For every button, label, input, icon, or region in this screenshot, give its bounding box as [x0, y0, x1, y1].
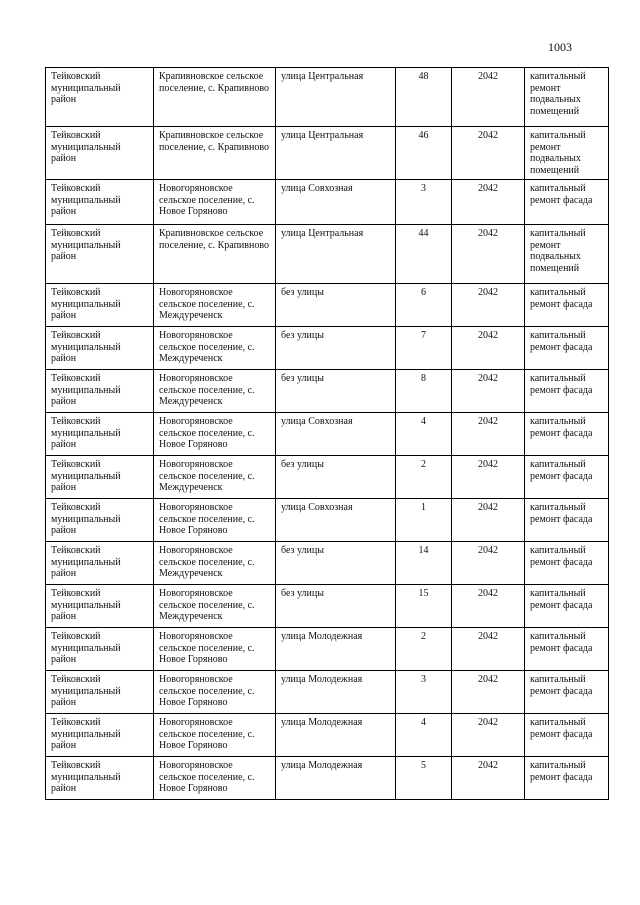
house-number-cell: 3: [396, 180, 452, 225]
work-type-cell: капитальный ремонт подвальных помещений: [525, 127, 609, 180]
year-cell: 2042: [452, 585, 525, 628]
street-cell: без улицы: [276, 585, 396, 628]
year-cell: 2042: [452, 225, 525, 284]
house-number-cell: 44: [396, 225, 452, 284]
year-cell: 2042: [452, 127, 525, 180]
table-row: [46, 628, 609, 671]
house-number-cell: 1: [396, 499, 452, 542]
settlement-cell: Новогоряновское сельское поселение, с. Междуреченск: [154, 284, 276, 327]
district-cell: Тейковский муниципальный район: [46, 413, 154, 456]
street-cell: улица Центральная: [276, 68, 396, 127]
house-number-cell: 4: [396, 413, 452, 456]
settlement-cell: Новогоряновское сельское поселение, с. Новое Горяново: [154, 628, 276, 671]
table-row: [46, 127, 609, 180]
year-cell: 2042: [452, 628, 525, 671]
work-type-cell: капитальный ремонт фасада: [525, 413, 609, 456]
table-row: [46, 456, 609, 499]
table-row: [46, 225, 609, 284]
street-cell: улица Молодежная: [276, 628, 396, 671]
settlement-cell: Новогоряновское сельское поселение, с. Междуреченск: [154, 542, 276, 585]
district-cell: Тейковский муниципальный район: [46, 180, 154, 225]
settlement-cell: Крапивновское сельское поселение, с. Крапивново: [154, 127, 276, 180]
year-cell: 2042: [452, 671, 525, 714]
district-cell: Тейковский муниципальный район: [46, 542, 154, 585]
table-row: [46, 68, 609, 127]
settlement-cell: Новогоряновское сельское поселение, с. Новое Горяново: [154, 714, 276, 757]
district-cell: Тейковский муниципальный район: [46, 225, 154, 284]
work-type-cell: капитальный ремонт фасада: [525, 499, 609, 542]
year-cell: 2042: [452, 327, 525, 370]
house-number-cell: 8: [396, 370, 452, 413]
street-cell: улица Молодежная: [276, 671, 396, 714]
work-type-cell: капитальный ремонт фасада: [525, 628, 609, 671]
work-type-cell: капитальный ремонт фасада: [525, 585, 609, 628]
year-cell: 2042: [452, 370, 525, 413]
district-cell: Тейковский муниципальный район: [46, 757, 154, 800]
district-cell: Тейковский муниципальный район: [46, 370, 154, 413]
work-type-cell: капитальный ремонт подвальных помещений: [525, 68, 609, 127]
table-row: [46, 542, 609, 585]
year-cell: 2042: [452, 542, 525, 585]
year-cell: 2042: [452, 180, 525, 225]
street-cell: улица Центральная: [276, 127, 396, 180]
table-row: [46, 585, 609, 628]
table-row: [46, 757, 609, 800]
table-row: [46, 714, 609, 757]
street-cell: улица Молодежная: [276, 757, 396, 800]
street-cell: без улицы: [276, 327, 396, 370]
year-cell: 2042: [452, 456, 525, 499]
table-row: [46, 499, 609, 542]
table-row: [46, 413, 609, 456]
repair-schedule-table: [45, 67, 609, 800]
work-type-cell: капитальный ремонт фасада: [525, 284, 609, 327]
table-row: [46, 671, 609, 714]
year-cell: 2042: [452, 499, 525, 542]
house-number-cell: 2: [396, 628, 452, 671]
district-cell: Тейковский муниципальный район: [46, 284, 154, 327]
settlement-cell: Крапивновское сельское поселение, с. Крапивново: [154, 225, 276, 284]
settlement-cell: Крапивновское сельское поселение, с. Крапивново: [154, 68, 276, 127]
work-type-cell: капитальный ремонт фасада: [525, 542, 609, 585]
street-cell: без улицы: [276, 456, 396, 499]
district-cell: Тейковский муниципальный район: [46, 327, 154, 370]
work-type-cell: капитальный ремонт фасада: [525, 180, 609, 225]
street-cell: без улицы: [276, 284, 396, 327]
year-cell: 2042: [452, 413, 525, 456]
house-number-cell: 48: [396, 68, 452, 127]
table-body: [46, 68, 609, 800]
settlement-cell: Новогоряновское сельское поселение, с. Новое Горяново: [154, 499, 276, 542]
year-cell: 2042: [452, 68, 525, 127]
district-cell: Тейковский муниципальный район: [46, 127, 154, 180]
house-number-cell: 5: [396, 757, 452, 800]
district-cell: Тейковский муниципальный район: [46, 628, 154, 671]
work-type-cell: капитальный ремонт фасада: [525, 671, 609, 714]
settlement-cell: Новогоряновское сельское поселение, с. Междуреченск: [154, 456, 276, 499]
street-cell: улица Центральная: [276, 225, 396, 284]
district-cell: Тейковский муниципальный район: [46, 499, 154, 542]
work-type-cell: капитальный ремонт фасада: [525, 456, 609, 499]
work-type-cell: капитальный ремонт фасада: [525, 757, 609, 800]
table-row: [46, 180, 609, 225]
table-row: [46, 327, 609, 370]
settlement-cell: Новогоряновское сельское поселение, с. Новое Горяново: [154, 671, 276, 714]
district-cell: Тейковский муниципальный район: [46, 714, 154, 757]
work-type-cell: капитальный ремонт подвальных помещений: [525, 225, 609, 284]
district-cell: Тейковский муниципальный район: [46, 585, 154, 628]
street-cell: улица Молодежная: [276, 714, 396, 757]
work-type-cell: капитальный ремонт фасада: [525, 714, 609, 757]
district-cell: Тейковский муниципальный район: [46, 456, 154, 499]
settlement-cell: Новогоряновское сельское поселение, с. Новое Горяново: [154, 180, 276, 225]
page-number: 1003: [548, 40, 572, 54]
street-cell: улица Совхозная: [276, 180, 396, 225]
house-number-cell: 7: [396, 327, 452, 370]
house-number-cell: 15: [396, 585, 452, 628]
work-type-cell: капитальный ремонт фасада: [525, 327, 609, 370]
settlement-cell: Новогоряновское сельское поселение, с. Междуреченск: [154, 327, 276, 370]
year-cell: 2042: [452, 714, 525, 757]
table-row: [46, 284, 609, 327]
street-cell: улица Совхозная: [276, 499, 396, 542]
house-number-cell: 46: [396, 127, 452, 180]
street-cell: без улицы: [276, 370, 396, 413]
street-cell: без улицы: [276, 542, 396, 585]
house-number-cell: 3: [396, 671, 452, 714]
year-cell: 2042: [452, 284, 525, 327]
settlement-cell: Новогоряновское сельское поселение, с. Междуреченск: [154, 370, 276, 413]
district-cell: Тейковский муниципальный район: [46, 671, 154, 714]
district-cell: Тейковский муниципальный район: [46, 68, 154, 127]
table-row: [46, 370, 609, 413]
settlement-cell: Новогоряновское сельское поселение, с. Новое Горяново: [154, 757, 276, 800]
year-cell: 2042: [452, 757, 525, 800]
house-number-cell: 4: [396, 714, 452, 757]
house-number-cell: 2: [396, 456, 452, 499]
work-type-cell: капитальный ремонт фасада: [525, 370, 609, 413]
house-number-cell: 6: [396, 284, 452, 327]
street-cell: улица Совхозная: [276, 413, 396, 456]
settlement-cell: Новогоряновское сельское поселение, с. Междуреченск: [154, 585, 276, 628]
house-number-cell: 14: [396, 542, 452, 585]
settlement-cell: Новогоряновское сельское поселение, с. Новое Горяново: [154, 413, 276, 456]
